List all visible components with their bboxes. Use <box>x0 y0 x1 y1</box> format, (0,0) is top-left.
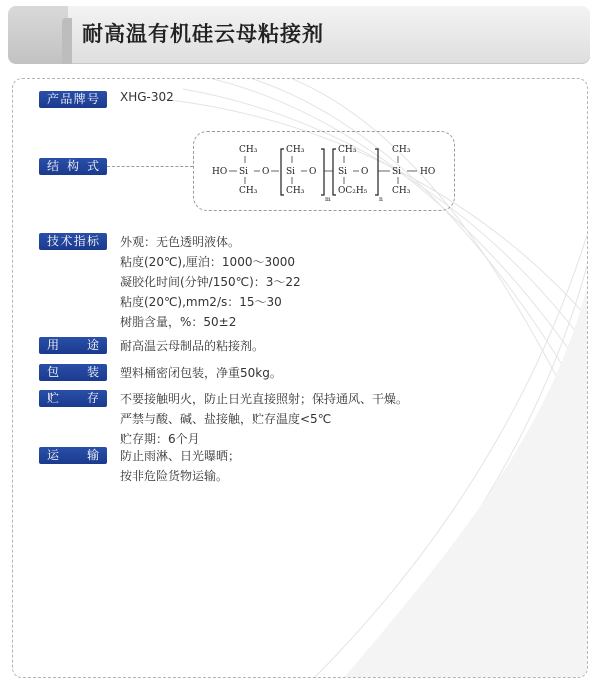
label-transport: 运输 <box>39 447 107 464</box>
transport-line-1: 防止雨淋、日光曝晒； <box>120 449 241 463</box>
brand-value: XHG-302 <box>120 90 174 104</box>
formula-si: Si <box>392 167 402 177</box>
storage-line-1: 不要接触明火，防止日光直接照射；保持通风、干燥。 <box>120 392 409 406</box>
formula-o: O <box>361 167 369 177</box>
specs-line-viscosity-cp: 粘度(20℃),厘泊：1000～3000 <box>120 255 296 269</box>
usage-line: 耐高温云母制品的粘接剂。 <box>120 339 265 353</box>
formula-ch3: CH₃ <box>286 145 305 155</box>
formula-ch3: CH₃ <box>338 145 357 155</box>
formula-ho-right: HO <box>420 167 436 177</box>
packaging-line: 塑料桶密闭包装，净重50kg。 <box>120 366 282 380</box>
formula-ho-left: HO <box>212 167 228 177</box>
formula-ch3: CH₃ <box>239 145 258 155</box>
formula-ch3: CH₃ <box>286 186 305 196</box>
header-notch <box>62 18 72 64</box>
header-tab <box>8 6 70 64</box>
label-structure: 结构式 <box>39 158 107 175</box>
label-brand: 产品牌号 <box>39 91 107 108</box>
storage-line-3: 贮存期：6个月 <box>120 432 200 446</box>
label-packaging: 包装 <box>39 364 107 381</box>
formula-ch3: CH₃ <box>392 145 411 155</box>
formula-ch3: CH₃ <box>392 186 411 196</box>
storage-line-2: 严禁与酸、碱、盐接触，贮存温度<5℃ <box>120 412 332 426</box>
formula-sub-n: n <box>379 196 383 203</box>
transport-line-2: 按非危险货物运输。 <box>120 469 229 483</box>
specs-line-appearance: 外观：无色透明液体。 <box>120 235 241 249</box>
formula-o: O <box>309 167 317 177</box>
specs-line-viscosity-mm2s: 粘度(20℃),mm2/s：15～30 <box>120 295 282 309</box>
formula-o: O <box>262 167 270 177</box>
formula-si: Si <box>239 167 249 177</box>
page-title: 耐高温有机硅云母粘接剂 <box>82 22 324 46</box>
formula-si: Si <box>338 167 348 177</box>
formula-oc2h5: OC₂H₅ <box>338 186 368 196</box>
structure-connector-line <box>107 166 193 167</box>
specs-line-resin-content: 树脂含量，%：50±2 <box>120 315 237 329</box>
formula-si: Si <box>286 167 296 177</box>
specs-line-gel-time: 凝胶化时间(分钟/150℃)：3～22 <box>120 275 301 289</box>
label-specs: 技术指标 <box>39 233 107 250</box>
label-usage: 用途 <box>39 337 107 354</box>
formula-ch3: CH₃ <box>239 186 258 196</box>
label-storage: 贮存 <box>39 390 107 407</box>
formula-sub-m: m <box>325 196 331 203</box>
structural-formula <box>193 131 455 211</box>
